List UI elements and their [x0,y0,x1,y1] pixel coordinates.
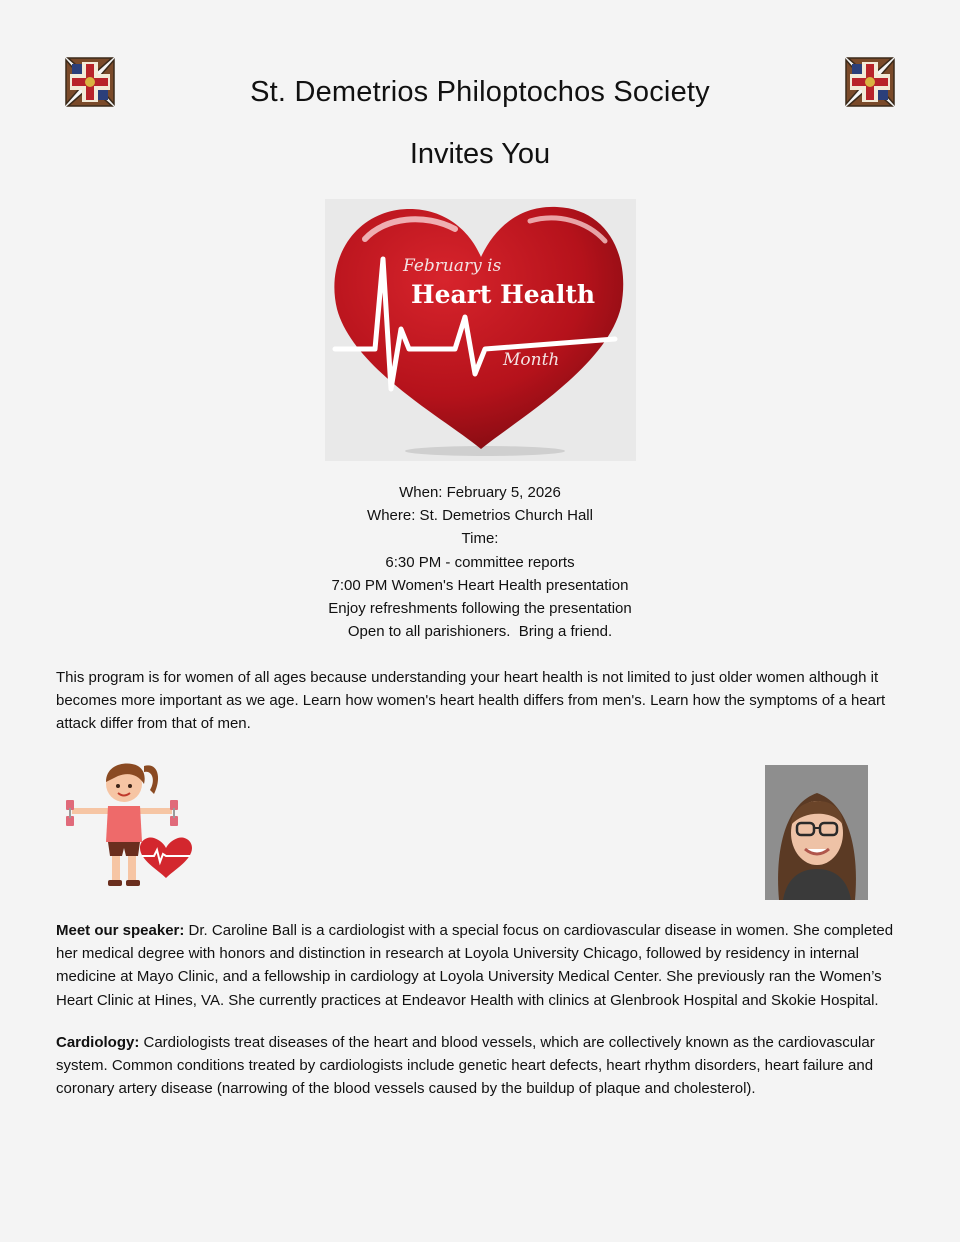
cardiology-text: Cardiologists treat diseases of the heart and blood vessels, which are collectively known as the cardiovascular system. Common conditions treated by cardiologists include genetic heart defects, heart rhythm disorders, heart failure and coronary artery disease (narrowing of the blood vessels caused by the buildup of plaque and cholesterol). [56,1034,875,1098]
event-when: When: February 5, 2026 [399,484,561,501]
cardiology-label: Cardiology: [56,1034,140,1051]
heart-icon [140,837,192,878]
event-where: Where: St. Demetrios Church Hall [367,507,593,525]
speaker-text: Dr. Caroline Ball is a cardiologist with a special focus on cardiovascular disease in women. She completed her medical degree with honors and distinction in research at Loyola University Chicago, followed by residency in internal medicine at Mayo Clinic, and a fellowship in cardiology at Loyola University Medical Center. She previously ran the Women’s Heart Clinic at Hines, VA. She currently practices at Endeavor Health with clinics at Glenbrook Hospital and Skokie Hospital. [56,922,894,1009]
speaker-label: Meet our speaker: [56,922,185,939]
graphic-line3: Month [503,350,560,370]
event-refreshments: Enjoy refreshments following the presentation [328,600,632,618]
fitness-girl-illustration [62,760,198,890]
graphic-line2: Heart Health [411,280,596,309]
cardiology-info [56,1031,906,1101]
event-time-2: 7:00 PM Women's Heart Health presentation [331,576,629,594]
speaker-bio [56,919,906,1012]
heart-health-graphic [325,199,636,461]
speaker-photo [765,765,868,900]
program-description: This program is for women of all ages because understanding your heart health is not limited to just older women although it becomes more important as we age. Learn how women's heart health differs from men's. Learn how the symptoms of a heart attack differ from that of men. [56,669,886,733]
graphic-line1: February is [403,256,502,276]
page-title: St. Demetrios Philoptochos Society [250,76,710,108]
event-time-label: Time: [461,530,499,548]
page-subtitle: Invites You [409,138,551,170]
event-time-1: 6:30 PM - committee reports [385,553,575,571]
event-open: Open to all parishioners. Bring a friend. [347,623,613,641]
event-details [0,481,960,643]
